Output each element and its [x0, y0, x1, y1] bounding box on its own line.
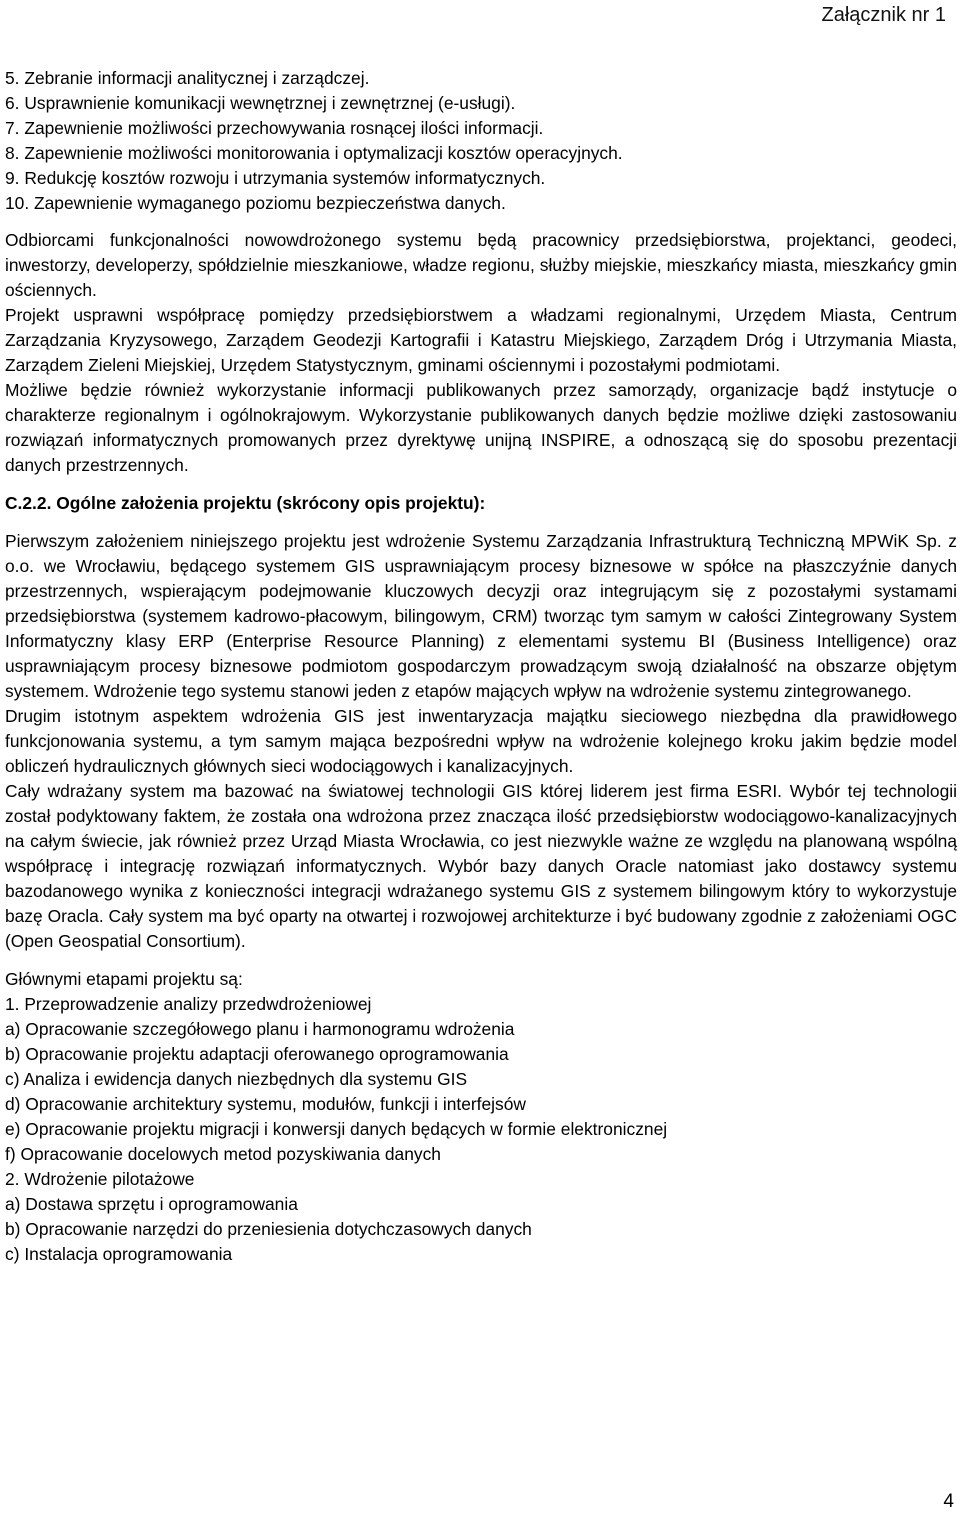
list-item: c) Analiza i ewidencja danych niezbędnych dla systemu GIS — [5, 1069, 468, 1089]
list-item: a) Opracowanie szczegółowego planu i harmonogramu wdrożenia — [5, 1019, 515, 1039]
list-item: d) Opracowanie architektury systemu, modułów, funkcji i interfejsów — [5, 1094, 526, 1114]
list-item: 10. Zapewnienie wymaganego poziomu bezpieczeństwa danych. — [5, 193, 506, 213]
goals-list — [5, 66, 957, 216]
assumption-paragraph: Drugim istotnym aspektem wdrożenia GIS jest inwentaryzacja majątku sieciowego niezbędna dla prawidłowego funkcjonowania systemu, a tym samym mająca bezpośredni wpływ na wdrożenie kolejnego kroku jakim będzie model obliczeń hydraulicznych głównych sieci wodociągowych i kanalizacyjnych. — [5, 706, 957, 776]
assumption-paragraph: Cały wdrażany system ma bazować na światowej technologii GIS której liderem jest firma ESRI. Wybór tej technologii został podyktowany faktem, że została ona wdrożona przez znacząca ilość przedsiębiorstw wodociągowo-kanalizacyjnych na całym świecie, jak również przez Urząd Miasta Wrocławia, co jest niezwykle ważne ze względu na planowaną wspólną współpracę i integrację rozwiązań informatycznych. Wybór bazy danych Oracle natomiast jako dostawcy systemu bazodanowego wynika z konieczności integracji wdrażanego systemu GIS z systemem bilingowym który to wykorzystuje bazę Oracla. Cały system ma być oparty na otwartej i rozwojowej architekturze i być budowany zgodnie z założeniami OGC (Open Geospatial Consortium). — [5, 781, 957, 951]
document-content — [5, 66, 957, 1267]
usage-paragraph: Możliwe będzie również wykorzystanie informacji publikowanych przez samorządy, organizacje bądź instytucje o charakterze regionalnym i ogólnokrajowym. Wykorzystanie publikowanych danych będzie możliwe dzięki zastosowaniu rozwiązań informatycznych promowanych przez dyrektywę unijną INSPIRE, a odnoszącą się do sposobu prezentacji danych przestrzennych. — [5, 380, 957, 475]
stages-title: Głównymi etapami projektu są: — [5, 969, 243, 989]
assumption-paragraph: Pierwszym założeniem niniejszego projektu jest wdrożenie Systemu Zarządzania Infrastrukturą Techniczną MPWiK Sp. z o.o. we Wrocławiu, będącego systemem GIS usprawniającym procesy biznesowe w spółce na płaszczyźnie danych przestrzennych, wspierającym podejmowanie kluczowych decyzji oraz integrującym się z pozostałymi systamami przedsiębiorstwa (systemem kadrowo-płacowym, bilingowym, CRM) tworząc tym samym w całości Zintegrowany System Informatyczny klasy ERP (Enterprise Resource Planning) z elementami systemu BI (Business Intelligence) oraz usprawniającym procesy biznesowe podmiotom gospodarczym prowadzącym swoją działalność na obszarze objętym systemem. Wdrożenie tego systemu stanowi jeden z etapów mających wpływ na wdrożenie systemu zintegrowanego. — [5, 531, 957, 701]
list-item: 5. Zebranie informacji analitycznej i zarządczej. — [5, 68, 370, 88]
list-item: b) Opracowanie narzędzi do przeniesienia dotychczasowych danych — [5, 1219, 532, 1239]
list-item: f) Opracowanie docelowych metod pozyskiwania danych — [5, 1144, 441, 1164]
page-number: 4 — [943, 1491, 954, 1512]
annex-label: Załącznik nr 1 — [821, 4, 946, 26]
list-item: 9. Redukcję kosztów rozwoju i utrzymania systemów informatycznych. — [5, 168, 546, 188]
list-item: 7. Zapewnienie możliwości przechowywania rosnącej ilości informacji. — [5, 118, 544, 138]
list-item: c) Instalacja oprogramowania — [5, 1244, 233, 1264]
list-item: e) Opracowanie projektu migracji i konwersji danych będących w formie elektronicznej — [5, 1119, 668, 1139]
list-item: 2. Wdrożenie pilotażowe — [5, 1169, 195, 1189]
spacer — [5, 954, 957, 967]
section-heading: C.2.2. Ogólne założenia projektu (skrócony opis projektu): — [5, 493, 486, 513]
spacer — [5, 478, 957, 491]
cooperation-paragraph: Projekt usprawni współpracę pomiędzy przedsiębiorstwem a władzami regionalnymi, Urzędem Miasta, Centrum Zarządzania Kryzysowego, Zarządem Geodezji Kartografii i Katastru Miejskiego, Zarządem Dróg i Utrzymania Miasta, Zarządem Zieleni Miejskiej, Urzędem Statystycznym, gminami ościennymi i pozostałymi podmiotami. — [5, 305, 957, 375]
list-item: a) Dostawa sprzętu i oprogramowania — [5, 1194, 298, 1214]
spacer — [5, 516, 957, 529]
stages-list — [5, 992, 957, 1267]
list-item: 6. Usprawnienie komunikacji wewnętrznej i zewnętrznej (e-usługi). — [5, 93, 516, 113]
list-item: 1. Przeprowadzenie analizy przedwdrożeniowej — [5, 994, 372, 1014]
spacer — [5, 216, 957, 228]
list-item: b) Opracowanie projektu adaptacji oferowanego oprogramowania — [5, 1044, 509, 1064]
list-item: 8. Zapewnienie możliwości monitorowania i optymalizacji kosztów operacyjnych. — [5, 143, 623, 163]
recipients-paragraph: Odbiorcami funkcjonalności nowowdrożonego systemu będą pracownicy przedsiębiorstwa, projektanci, geodeci, inwestorzy, developerzy, spółdzielnie mieszkaniowe, władze regionu, służby miejskie, mieszkańcy miasta, mieszkańcy gmin ościennych. — [5, 230, 957, 300]
